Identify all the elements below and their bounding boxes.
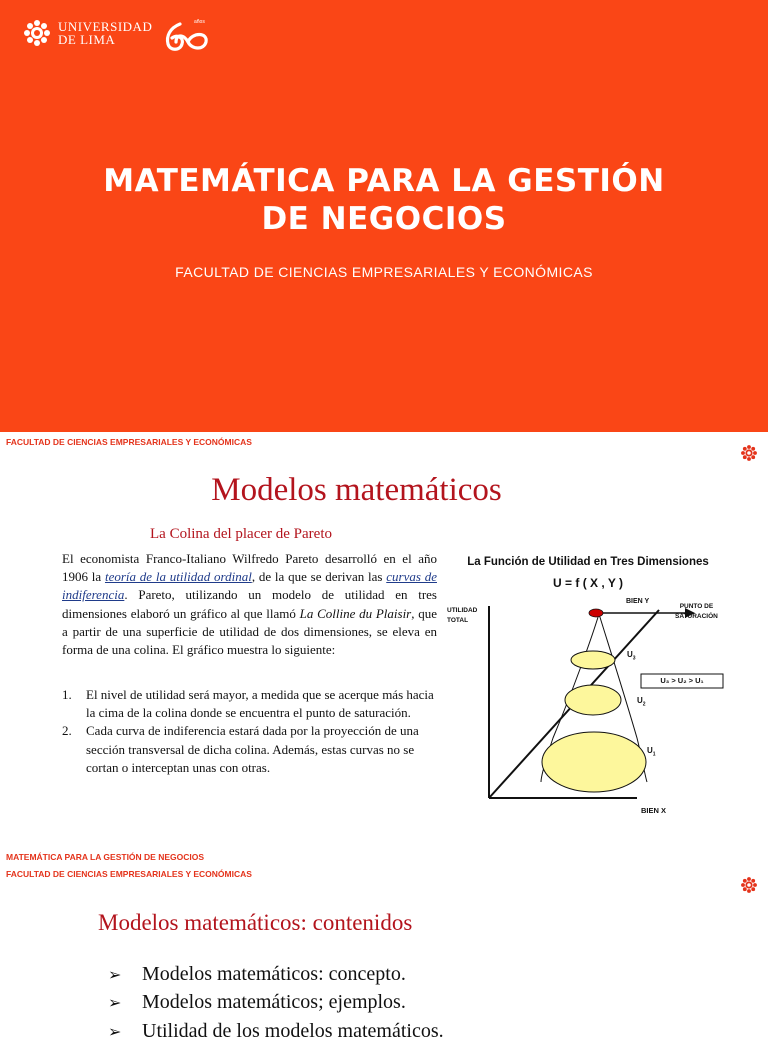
section-u1 [542, 732, 646, 792]
saturation-label-1: PUNTO DE [679, 603, 714, 610]
list-item-text: Modelos matemáticos: concepto. [142, 962, 406, 985]
utility-hill-diagram [441, 550, 735, 822]
arrow-bullet-icon: ➢ [108, 1021, 122, 1041]
slide-subtitle: La Colina del placer de Pareto [150, 526, 333, 542]
saturation-label-2: SATURACIÓN [675, 613, 718, 620]
corner-star-icon [740, 876, 758, 894]
list-item [62, 686, 437, 722]
list-item-text: Utilidad de los modelos matemáticos. [142, 1019, 444, 1042]
para-text-2: , de la que se derivan las [251, 569, 387, 585]
inequality-label: U₃ > U₂ > U₁ [660, 676, 704, 685]
para-text-3: . Pareto, utilizando un modelo de utilidad en tres dimensiones elaboró un gráfico al que llamó [62, 587, 437, 621]
slide-header: FACULTAD DE CIENCIAS EMPRESARIALES Y ECONÓMICAS [6, 869, 252, 879]
contents-list [108, 960, 444, 1046]
u1-sub: 1 [652, 751, 656, 758]
list-number: 1. [62, 687, 72, 702]
u2-label [637, 696, 646, 708]
u3-label [627, 650, 636, 662]
bien-y-label: BIEN Y [626, 598, 650, 605]
intro-paragraph [62, 550, 437, 659]
title-line-1: MATEMÁTICA PARA LA GESTIÓN [103, 163, 665, 199]
section-u2 [565, 685, 621, 715]
saturation-label [675, 602, 718, 622]
section-u3 [571, 651, 615, 669]
logo-star-icon [22, 18, 52, 48]
numbered-list [62, 686, 437, 777]
u-letter: U [637, 696, 643, 705]
corner-star-icon [740, 444, 758, 462]
u-letter: U [627, 650, 633, 659]
u-letter: U [647, 746, 653, 755]
course-header: MATEMÁTICA PARA LA GESTIÓN DE NEGOCIOS [6, 852, 205, 862]
indifference-curves-link[interactable]: curvas de indiferencia [62, 569, 437, 603]
utility-axis-label [447, 606, 477, 626]
bien-x-label: BIEN X [641, 806, 667, 815]
contents-slide [0, 822, 768, 1042]
list-item-text: Modelos matemáticos; ejemplos. [142, 991, 406, 1014]
faculty-subtitle: FACULTAD DE CIENCIAS EMPRESARIALES Y ECONÓMICAS [175, 264, 593, 280]
pareto-slide [0, 432, 768, 822]
ordinal-utility-link[interactable]: teoría de la utilidad ordinal [104, 569, 252, 585]
list-item [108, 989, 444, 1018]
slide-header: FACULTAD DE CIENCIAS EMPRESARIALES Y ECONÓMICAS [6, 437, 252, 447]
para-text-1: El economista Franco-Italiano Wilfredo Pareto desarrolló en el año 1906 la [62, 551, 437, 585]
logo-line-1: UNIVERSIDAD [58, 19, 153, 34]
list-text: Cada curva de indiferencia estará dada por la proyección de una sección transversal de dicha colina. Además, estas curvas no se cortan o interceptan unas con otras. [86, 723, 419, 775]
figure-equation: U = f ( X , Y ) [553, 576, 623, 590]
utility-label-1: UTILIDAD [447, 607, 478, 614]
u1-label [647, 746, 656, 758]
utility-label-2: TOTAL [447, 617, 469, 624]
list-item [108, 1017, 444, 1046]
u3-sub: 3 [632, 655, 636, 662]
saturation-peak [589, 609, 603, 617]
list-item [108, 960, 444, 989]
slide-title: Modelos matemáticos [211, 472, 502, 508]
para-text-4: , que a partir de una superficie de utilidad de dos dimensiones, se eleva en forma de una colina. El gráfico muestra lo siguiente: [62, 605, 437, 658]
u2-sub: 2 [642, 701, 646, 708]
slide-title: Modelos matemáticos: contenidos [98, 910, 413, 935]
anniversary-label: años [194, 19, 205, 25]
title-line-2: DE NEGOCIOS [261, 201, 507, 237]
logo-line-2: DE LIMA [58, 32, 116, 47]
colline-title: La Colline du Plaisir [299, 605, 412, 621]
figure-title: La Función de Utilidad en Tres Dimensiones [467, 556, 709, 568]
utility-hill-figure [441, 550, 735, 822]
university-logo [22, 18, 152, 48]
title-slide [0, 0, 768, 432]
list-text: El nivel de utilidad será mayor, a medida que se acerque más hacia la cima de la colina donde se encuentra el punto de saturación. [86, 687, 434, 721]
list-number: 2. [62, 723, 72, 739]
page-title [0, 162, 768, 238]
arrow-bullet-icon: ➢ [108, 964, 122, 984]
list-item [62, 722, 437, 777]
arrow-bullet-icon: ➢ [108, 993, 122, 1013]
